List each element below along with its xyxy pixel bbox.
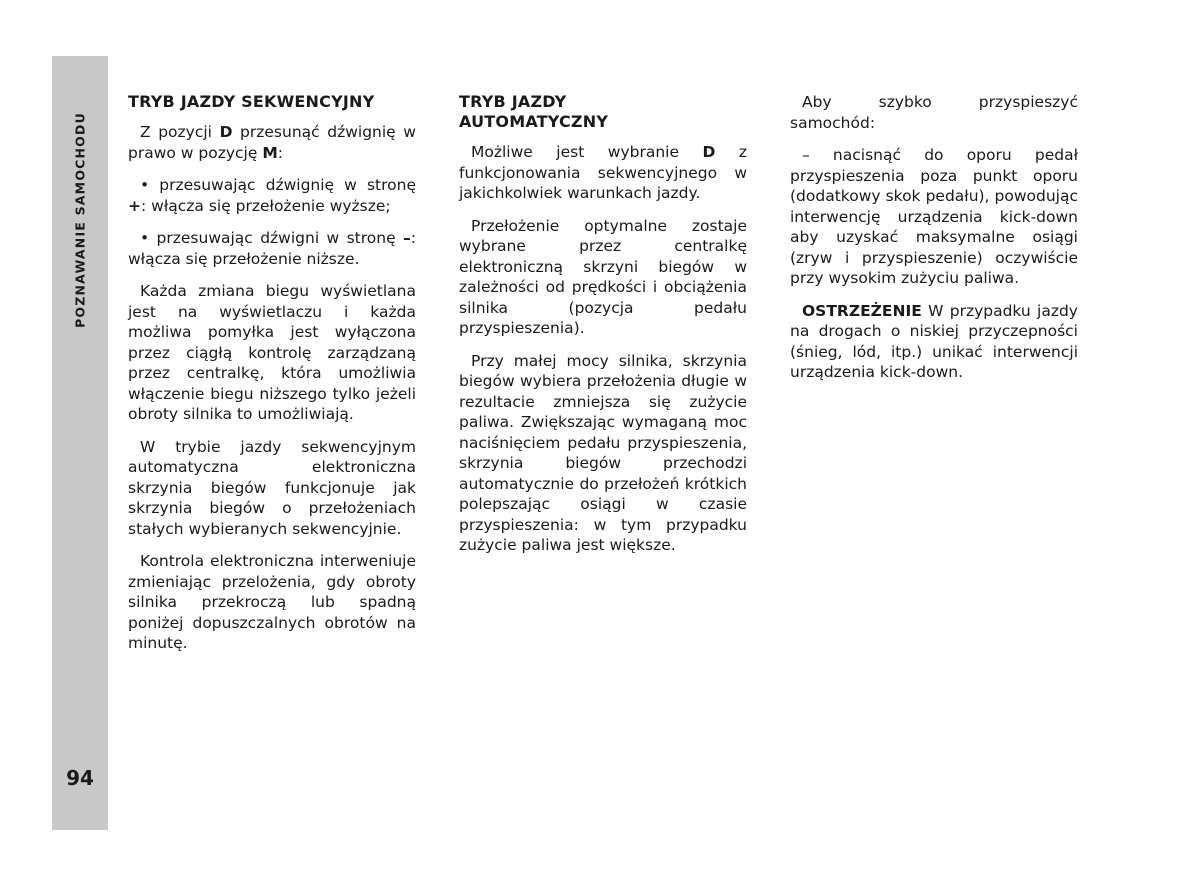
paragraph: Kontrola elektroniczna interweniuje zmieniając przelożenia, gdy obroty silnika przekroczą lub spadną poniżej dopuszczalnych obrotów na minutę.: [128, 552, 416, 652]
text: :: [277, 143, 283, 162]
text: Możliwe jest wybranie: [471, 143, 703, 161]
text: przesunąć dźwignię w prawo w pozycję: [128, 123, 416, 162]
text: : włącza się przełożenie niższe.: [128, 229, 416, 268]
gear-m: M: [262, 143, 278, 162]
page-number: 94: [66, 766, 94, 790]
heading-sequential-mode: TRYB JAZDY SEKWENCYJNY: [128, 92, 375, 111]
gear-d: D: [219, 123, 233, 141]
text: z funkcjonowania sekwencyjnego w jakichkolwiek warunkach jazdy.: [459, 143, 747, 202]
paragraph: Przy małej mocy silnika, skrzynia biegów wybiera przełożenia długie w rezultacie zmniejsza się zużycie paliwa. Zwiększając wymaganą moc naciśnięciem pedału przyspieszenia, skrzynia biegów przechodzi automatycznie do przełożeń krótkich polepszając osiągi w czasie przyspieszenia: w tym przypadku zużycie paliwa jest większe.: [459, 351, 747, 554]
heading-line: TRYB JAZDY: [459, 92, 567, 111]
column-1: [128, 92, 416, 666]
heading-line: AUTOMATYCZNY: [459, 112, 609, 131]
text: Z pozycji: [140, 123, 220, 141]
text: W przypadku jazdy na drogach o niskiej przyczepności (śnieg, lód, itp.) unikać interwencji urządzenia kick-down.: [790, 301, 1078, 381]
text: : włącza się przełożenie wyższe;: [141, 196, 391, 215]
minus-symbol: –: [403, 229, 411, 247]
paragraph: W trybie jazdy sekwencyjnym automatyczna elektroniczna skrzynia biegów funkcjonuje jak skrzynia biegów o przełożeniach stałych wybieranych sekwencyjnie.: [128, 437, 416, 538]
paragraph: [128, 122, 416, 163]
heading-automatic-mode: [459, 92, 747, 132]
gear-d: D: [702, 143, 716, 161]
plus-symbol: +: [128, 196, 141, 215]
paragraph: – nacisnąć do oporu pedał przyspieszenia poza punkt oporu (dodatkowy skok pedału), powodując interwencję urządzenia kick-down aby uzyskać maksymalne osiągi (zryw i przyspieszenie) oczywiście przy wysokim zużyciu paliwa.: [790, 146, 1078, 287]
paragraph: Przełożenie optymalne zostaje wybrane przez centralkę elektroniczną skrzyni biegów w zależności od prędkości i obciążenia silnika (pozycja pedału przyspieszenia).: [459, 216, 747, 337]
text: • przesuwając dźwigni w stronę: [140, 229, 404, 247]
warning-label: OSTRZEŻENIE: [802, 301, 922, 320]
text: • przesuwając dźwignię w stronę: [140, 176, 416, 194]
bullet-item: [128, 228, 416, 269]
bullet-item: [128, 175, 416, 216]
section-title: POZNAWANIE SAMOCHODU: [72, 112, 88, 328]
warning-paragraph: [790, 301, 1078, 383]
paragraph: Aby szybko przyspieszyć samochód:: [790, 93, 1078, 132]
column-3: [790, 92, 1078, 395]
column-2: [459, 92, 747, 568]
paragraph: Każda zmiana biegu wyświetlana jest na wyświetlaczu i każda możliwa pomyłka jest wyłączona przez ciągłą kontrolę zarządzaną przez centralkę, która umożliwia włączenie biegu niższego tylko jeżeli obroty silnika to umożliwiają.: [128, 282, 416, 423]
paragraph: [459, 142, 747, 204]
